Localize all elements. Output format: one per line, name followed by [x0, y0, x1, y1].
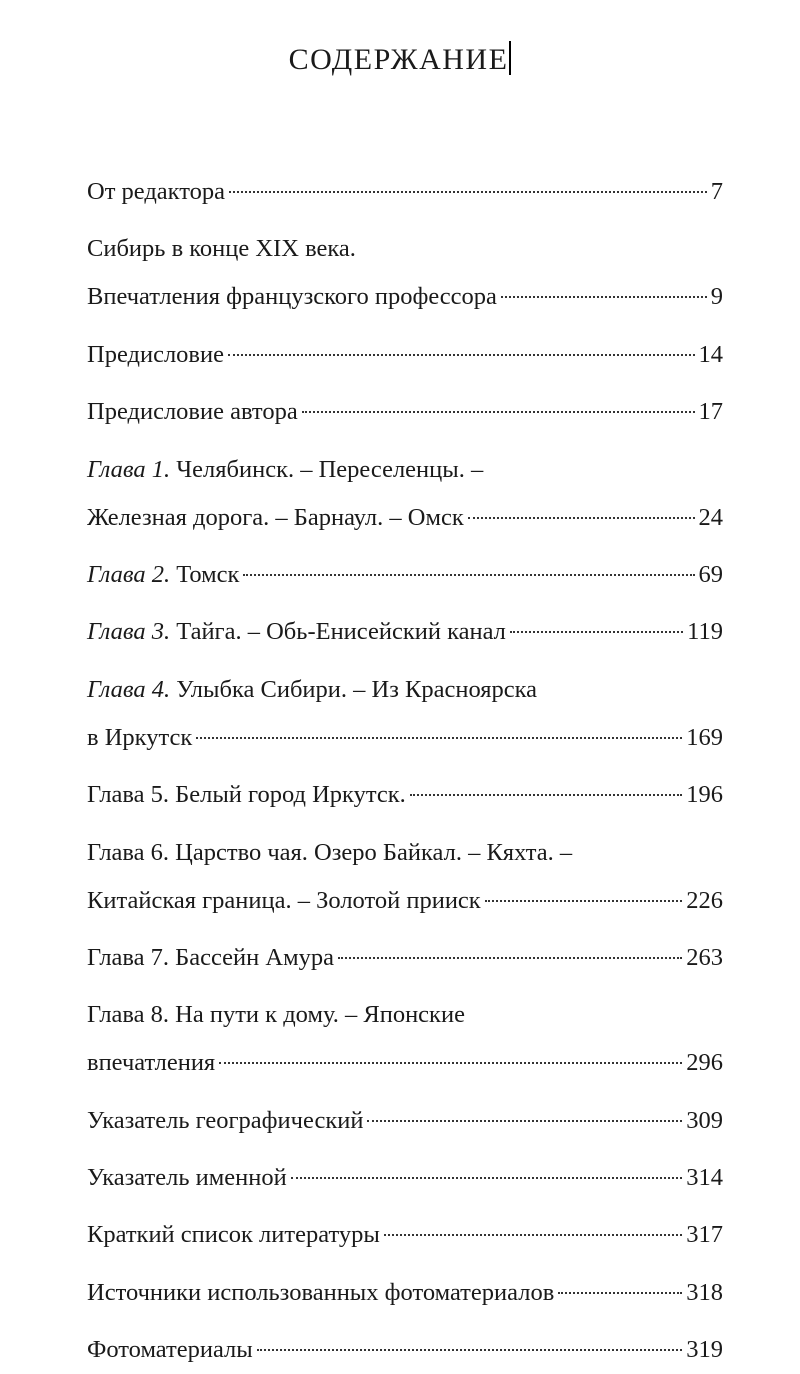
- chapter-title-part: Челябинск. – Переселенцы. –: [170, 455, 484, 483]
- dot-leader: [302, 411, 695, 413]
- dot-leader: [410, 794, 682, 796]
- toc-entry-title: Источники использованных фотоматериалов: [87, 1278, 555, 1306]
- toc-page-number: 169: [686, 723, 723, 751]
- page-title-text: СОДЕРЖАНИЕ: [288, 43, 509, 76]
- toc-entry-title: Фотоматериалы: [87, 1336, 253, 1364]
- toc-entry[interactable]: [87, 446, 723, 542]
- chapter-prefix: Глава 3.: [87, 618, 171, 646]
- toc-entry-title: Указатель географический: [87, 1106, 364, 1134]
- dot-leader: [501, 296, 707, 298]
- toc-page-number: 296: [686, 1049, 723, 1077]
- toc-entry-title-line: Глава 8. На пути к дому. – Японские: [87, 1001, 465, 1029]
- toc-entry[interactable]: [87, 168, 723, 216]
- toc-entry-title: [87, 551, 239, 599]
- dot-leader: [338, 957, 682, 959]
- toc-page-number: 24: [698, 503, 723, 531]
- toc-entry-title: Краткий список литературы: [87, 1221, 380, 1249]
- toc-page-number: 263: [686, 943, 723, 971]
- toc-entry-title: Впечатления французского профессора: [87, 283, 497, 311]
- toc-entry-title: Предисловие: [87, 340, 224, 368]
- toc-entry[interactable]: [87, 771, 723, 819]
- toc-page-number: 314: [686, 1164, 723, 1192]
- toc-entry[interactable]: [87, 1269, 723, 1317]
- table-of-contents: [87, 168, 723, 1374]
- toc-page-number: 17: [698, 398, 723, 426]
- toc-entry-title: в Иркутск: [87, 723, 193, 751]
- chapter-prefix: Глава 4.: [87, 675, 171, 703]
- toc-entry-title: [87, 608, 506, 656]
- dot-leader: [510, 631, 683, 633]
- dot-leader: [291, 1177, 683, 1179]
- dot-leader: [485, 900, 683, 902]
- toc-entry[interactable]: [87, 991, 723, 1087]
- toc-page-number: 196: [686, 781, 723, 809]
- dot-leader: [219, 1062, 682, 1064]
- toc-entry[interactable]: [87, 388, 723, 436]
- chapter-prefix: Глава 1.: [87, 455, 171, 483]
- toc-entry[interactable]: [87, 1154, 723, 1202]
- toc-entry-title: Глава 5. Белый город Иркутск.: [87, 781, 406, 809]
- toc-entry-title: От редактора: [87, 178, 226, 205]
- dot-leader: [229, 191, 707, 193]
- toc-entry-title-line: [87, 666, 723, 714]
- dot-leader: [367, 1120, 682, 1122]
- dot-leader: [384, 1234, 682, 1236]
- dot-leader: [228, 354, 695, 356]
- toc-entry-title-line: Глава 6. Царство чая. Озеро Байкал. – Кяхта. –: [87, 838, 573, 866]
- dot-leader: [243, 574, 694, 576]
- toc-page-number: 318: [686, 1278, 723, 1306]
- toc-entry-title: Указатель именной: [87, 1164, 287, 1192]
- toc-entry[interactable]: [87, 331, 723, 379]
- text-cursor: [509, 41, 511, 75]
- toc-entry[interactable]: [87, 1211, 723, 1259]
- toc-page-number: 319: [686, 1336, 723, 1364]
- dot-leader: [468, 517, 695, 519]
- toc-page-number: 14: [698, 340, 723, 368]
- toc-entry[interactable]: [87, 666, 723, 762]
- toc-entry[interactable]: [87, 551, 723, 599]
- toc-entry[interactable]: [87, 829, 723, 925]
- toc-entry[interactable]: [87, 608, 723, 656]
- dot-leader: [558, 1292, 682, 1294]
- toc-entry[interactable]: [87, 934, 723, 982]
- toc-page-number: 9: [710, 283, 723, 311]
- toc-entry[interactable]: [87, 1326, 723, 1374]
- toc-entry-title: впечатления: [87, 1049, 216, 1077]
- chapter-title-part: Улыбка Сибири. – Из Красноярска: [170, 675, 538, 703]
- toc-entry-title: Предисловие автора: [87, 398, 298, 426]
- dot-leader: [196, 737, 682, 739]
- toc-page-number: 7: [710, 178, 723, 205]
- dot-leader: [257, 1349, 683, 1351]
- toc-page-number: 69: [698, 560, 723, 588]
- toc-page-number: 317: [686, 1221, 723, 1249]
- chapter-prefix: Глава 2.: [87, 560, 171, 588]
- toc-entry-title: Китайская граница. – Золотой прииск: [87, 886, 481, 914]
- toc-page-number: 309: [686, 1106, 723, 1134]
- toc-page-number: 226: [686, 886, 723, 914]
- page-title: [0, 40, 800, 80]
- toc-page-number: 119: [687, 618, 723, 646]
- chapter-title-part: Томск: [170, 560, 240, 588]
- toc-entry-title-line: Сибирь в конце XIX века.: [87, 235, 356, 263]
- toc-entry-title-line: [87, 446, 723, 494]
- toc-entry[interactable]: [87, 1097, 723, 1145]
- toc-entry-title: Железная дорога. – Барнаул. – Омск: [87, 503, 464, 531]
- toc-entry-title: Глава 7. Бассейн Амура: [87, 943, 334, 971]
- chapter-title-part: Тайга. – Обь-Енисейский канал: [170, 618, 506, 646]
- toc-entry[interactable]: [87, 225, 723, 321]
